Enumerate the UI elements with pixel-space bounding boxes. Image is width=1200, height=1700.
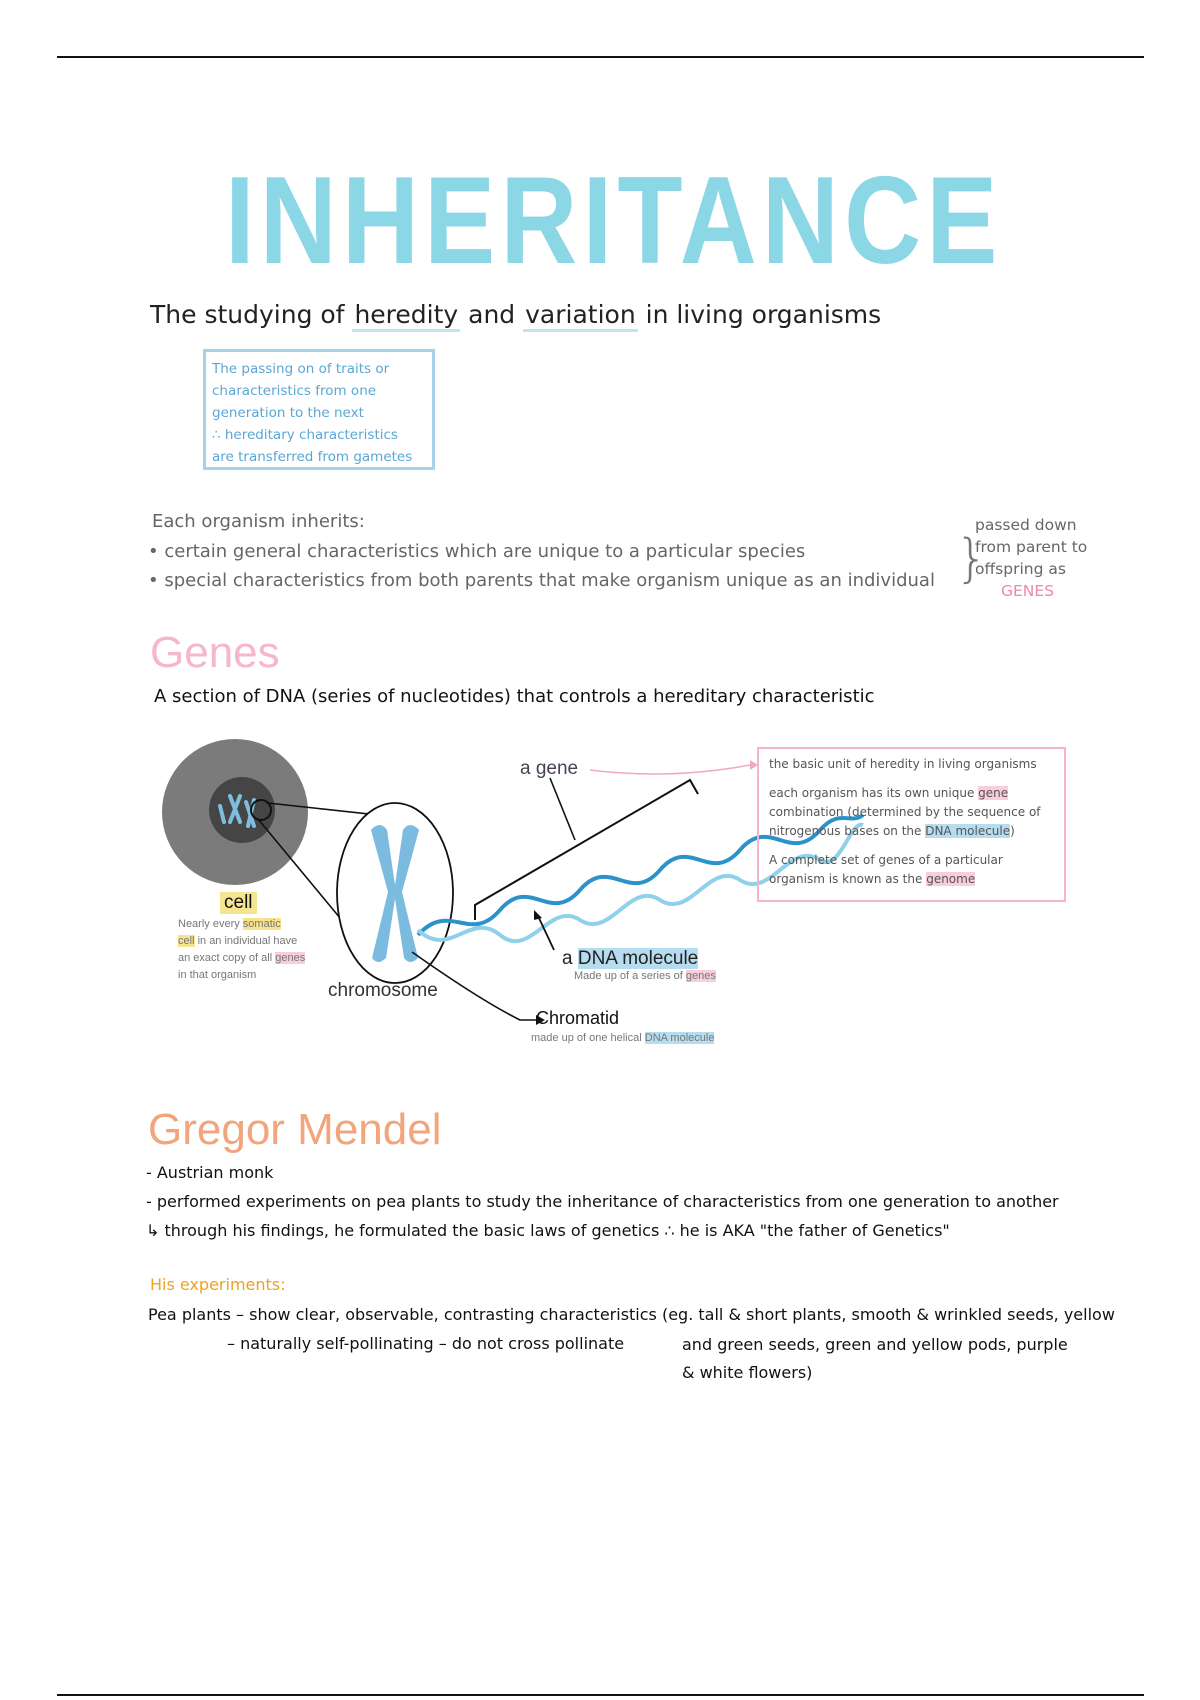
mendel-line: ↳ through his findings, he formulated the basic laws of genetics ∴ he is AKA "the father of Genetics" [146,1221,950,1240]
bottom-rule [57,1694,1144,1696]
cell-note-cell: cell [178,935,195,947]
gene-box-para [769,851,1054,889]
chromosome-label: chromosome [328,980,438,1001]
dna-label [562,948,698,970]
cell-note-text: in an individual have [194,935,298,947]
heredity-definition-box [203,349,435,470]
list-item: • special characteristics from both parents that make organism unique as an individual [148,566,935,595]
def-line: ∴ hereditary characteristics [212,427,398,443]
cell-note-somatic: somatic [242,918,281,930]
dna-note-text: Made up of a series of [574,970,686,982]
dna-note [574,970,716,982]
top-rule [57,56,1144,58]
dna-label-prefix: a [562,948,578,969]
dna-label-text: DNA molecule [577,948,699,969]
inherits-list [148,537,935,595]
gene-box-genome: genome [926,872,976,886]
note-line: passed down [975,516,1077,534]
subtitle-suffix: in living organisms [637,300,882,329]
heredity-word: heredity [352,300,460,332]
gene-box-text: A complete set of genes of a particular organism is known as the [769,853,1003,886]
experiments-heading: His experiments: [150,1275,286,1294]
brace-icon: } [955,529,989,589]
gene-box-dna: DNA molecule [925,824,1011,838]
gene-box-gene: gene [978,786,1009,800]
chromatid-note-dna: DNA molecule [644,1032,715,1044]
chromatid-note [531,1032,714,1044]
pea-plants-line: Pea plants – show clear, observable, contrasting characteristics (eg. tall & short plants, smooth & wrinkled seeds, yellow [148,1305,1115,1324]
gene-box-arrow [590,765,750,774]
def-line: The passing on of traits or [212,361,390,377]
gene-label: a gene [520,758,579,779]
cell-note [178,916,348,984]
cell-note-genes: genes [275,952,306,964]
gene-box-text: each organism has its own unique [769,786,979,800]
gene-bracket [475,780,698,920]
arrow-head [534,910,542,920]
mendel-line: - performed experiments on pea plants to study the inheritance of characteristics from one generation to another [146,1192,1059,1211]
variation-word: variation [523,300,638,332]
mendel-facts [146,1158,1059,1245]
chromatid-note-text: made up of one helical [531,1032,645,1044]
note-genes: GENES [1001,582,1055,600]
gene-box-para [769,784,1054,841]
mendel-heading: Gregor Mendel [148,1105,442,1154]
cell-note-text: in that organism [178,969,257,981]
subtitle-middle: and [460,300,524,329]
note-line: offspring as [975,560,1066,578]
pea-pollination-line: – naturally self-pollinating – do not cross pollinate [227,1334,625,1353]
genes-heading: Genes [150,628,280,677]
subtitle-prefix: The studying of [150,300,353,329]
cell-label: cell [220,892,257,914]
page-title: INHERITANCE [225,152,1003,290]
cell-note-text: Nearly every [178,918,243,930]
def-line: generation to the next [212,405,364,421]
dna-note-genes: genes [685,970,716,982]
nucleus-circle [209,777,275,843]
mendel-line: - Austrian monk [146,1163,274,1182]
inherits-intro: Each organism inherits: [152,511,365,532]
chromatid-label: Chromatid [536,1008,620,1028]
gene-box-text: ) [1010,824,1015,838]
subtitle [150,300,881,329]
genes-definition: A section of DNA (series of nucleotides) that controls a hereditary characteristic [154,686,875,707]
def-line: characteristics from one [212,383,377,399]
cell-note-text: an exact copy of all [178,952,276,964]
passed-down-note [975,514,1095,602]
list-item: • certain general characteristics which are unique to a particular species [148,537,935,566]
gene-definition-box [757,747,1066,902]
def-line: are transferred from gametes [212,449,413,465]
note-line: from parent to [975,538,1088,556]
gene-box-text: combination (determined by the sequence of nitrogenous bases on the [769,805,1041,838]
gene-pointer [550,778,575,840]
gene-box-line: the basic unit of heredity in living organisms [769,757,1037,771]
pea-examples-continued: and green seeds, green and yellow pods, purple & white flowers) [682,1335,1068,1382]
